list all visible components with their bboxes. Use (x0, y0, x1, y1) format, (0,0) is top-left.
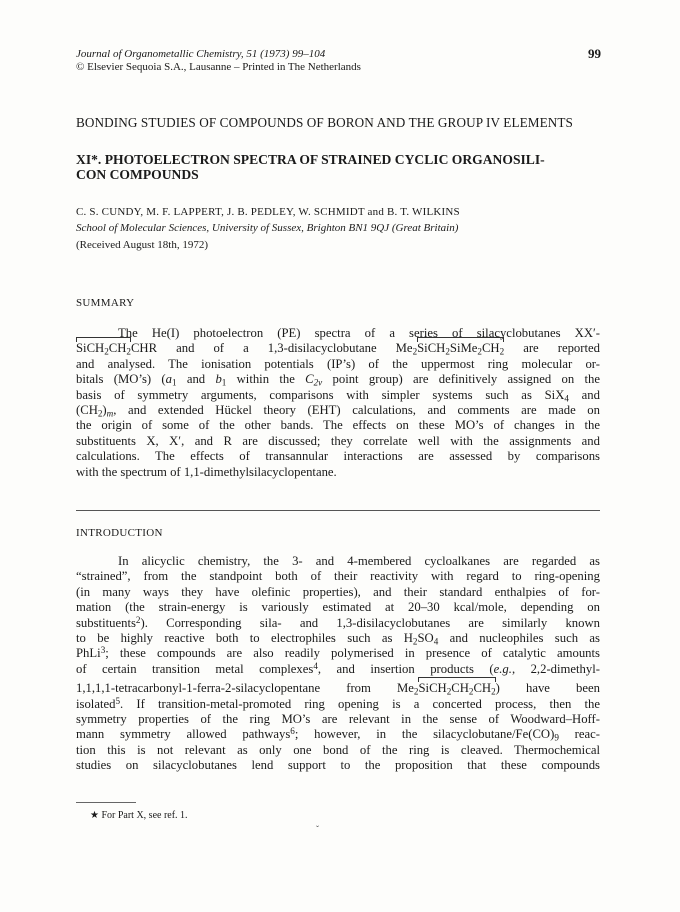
summary-line: the origin of some of the other bands. The effects on these MO’s of changes in the (76, 418, 600, 433)
footnote: ★ For Part X, see ref. 1. (90, 810, 188, 821)
summary-line: calculations. The effects of transannular interactions are assessed by comparisons (76, 449, 600, 464)
article-title (76, 152, 616, 182)
author-list: C. S. CUNDY, M. F. LAPPERT, J. B. PEDLEY, W. SCHMIDT and B. T. WILKINS (76, 206, 460, 218)
intro-line: substituents$^2$). Corresponding sila- and 1,3-disilacyclobutanes are similarly known (76, 614, 600, 630)
page-number: 99 (588, 46, 601, 61)
intro-line: PhLi$^3$; these compounds are also readily polymerised in presence of catalytic amounts (76, 645, 600, 661)
journal-citation: Journal of Organometallic Chemistry, 51 (1973) 99–104 (76, 48, 326, 60)
summary-heading: SUMMARY (76, 297, 135, 309)
summary-line: basis of symmetry arguments, comparisons with simpler systems such as SiX$_4$ and (76, 387, 600, 403)
intro-line: In alicyclic chemistry, the 3- and 4-membered cycloalkanes are regarded as (118, 554, 600, 568)
section-divider (76, 510, 600, 511)
stray-mark: ˇ (316, 824, 319, 834)
intro-line: “strained”, from the standpoint both of their reactivity with regard to ring-opening (76, 569, 600, 584)
summary-line: The He(I) photoelectron (PE) spectra of a series of silacyclobutanes XX′- (118, 326, 600, 340)
intro-line: mation (the strain-energy is variously estimated at 20–30 kcal/mole, depending on (76, 600, 600, 615)
summary-line: bitals (MO’s) ($a_1$ and $b_1$ within the $C_{2v}$ point group) are definitively assigned on the (76, 372, 600, 388)
intro-line: (in many ways they have olefinic properties), and their standard enthalpies of for- (76, 584, 600, 599)
summary-line: $(CH_2)_m$, and extended Hückel theory (EHT) calculations, and comments are made on (76, 402, 600, 419)
ring-bracket: $SiCH_2CH_2$ (76, 341, 131, 357)
intro-line: tion this is not relevant as only one bond of the ring is cleaved. Thermochemical (76, 742, 600, 757)
footnote-rule (76, 802, 136, 803)
intro-line: isolated$^5$. If transition-metal-promoted ring opening is a concerted process, then the (76, 695, 600, 711)
ring-bracket: $SiCH_2SiMe_2CH_2$ (417, 341, 505, 357)
intro-line: to be highly reactive both to electrophiles such as $H_2SO_4$ and nucleophiles such as (76, 630, 600, 647)
intro-line: 1,1,1,1-tetracarbonyl-1-ferra-2-silacyclopentane from $Me_2SiCH_2CH_2CH_2$) have been (76, 681, 600, 697)
introduction-paragraph (76, 554, 600, 773)
series-title: BONDING STUDIES OF COMPOUNDS OF BORON AND THE GROUP IV ELEMENTS (76, 115, 573, 130)
article-title-line-2: CON COMPOUNDS (76, 167, 199, 182)
intro-line: mann symmetry allowed pathways$^6$; however, in the silacyclobutane/$Fe(CO)_9$ reac- (76, 726, 600, 743)
article-title-line-1: XI*. PHOTOELECTRON SPECTRA OF STRAINED CYCLIC ORGANOSILI- (76, 152, 545, 167)
intro-line: symmetry properties of the ring MO’s are relevant in the sense of Woodward–Hoff- (76, 711, 600, 726)
intro-line: of certain transition metal complexes$^4$, and insertion products (e.g., 2,2-dimethyl- (76, 660, 600, 676)
summary-line: with the spectrum of 1,1-dimethylsilacyclopentane. (76, 464, 337, 479)
copyright-line: © Elsevier Sequoia S.A., Lausanne – Printed in The Netherlands (76, 61, 361, 73)
summary-line: $SiCH_2CH_2CHR$ and of a 1,3-disilacyclobutane $Me_2SiCH_2SiMe_2CH_2$ are reported (76, 341, 600, 357)
introduction-heading: INTRODUCTION (76, 527, 163, 539)
affiliation: School of Molecular Sciences, University of Sussex, Brighton BN1 9QJ (Great Britain) (76, 222, 459, 234)
summary-line: and analysed. The ionisation potentials (IP’s) of the uppermost ring molecular or- (76, 356, 600, 371)
received-date: (Received August 18th, 1972) (76, 239, 208, 251)
ring-bracket: $SiCH_2CH_2CH_2$ (418, 681, 496, 697)
intro-line: studies on silacyclobutanes lend support to the proposition that these compounds (76, 758, 600, 773)
summary-line: substituents X, X′, and R are discussed; they correlate well with the assignments and (76, 433, 600, 448)
summary-paragraph (76, 326, 600, 480)
